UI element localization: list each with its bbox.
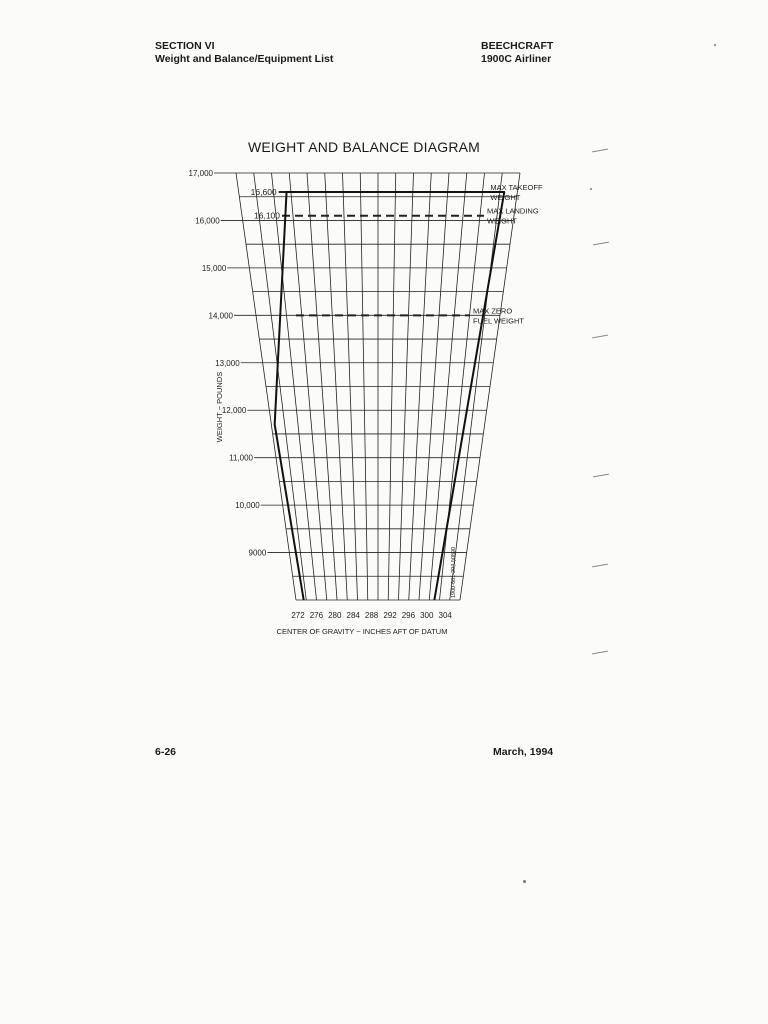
y-tick-label: 15,000	[201, 263, 227, 273]
y-tick-label: 16,000	[195, 216, 220, 226]
scan-speck	[590, 188, 592, 190]
scan-speck	[714, 44, 716, 46]
y-tick-label: 10,000	[235, 501, 260, 511]
y-tick-label: 11,000	[229, 453, 253, 463]
page-number: 6-26	[155, 746, 177, 758]
aircraft-model: 1900C Airliner	[481, 53, 552, 65]
x-tick-label: 280	[328, 611, 342, 620]
y-tick-label: 9000	[248, 548, 267, 558]
brand-name: BEECHCRAFT	[481, 40, 554, 52]
limit-line-label: FUEL WEIGHT	[473, 316, 524, 326]
x-tick-label: 292	[383, 611, 397, 620]
x-tick-label: 284	[346, 611, 360, 620]
chart-limit-lines	[251, 183, 543, 325]
chart-labels	[451, 547, 457, 598]
x-tick-label: 276	[309, 611, 324, 620]
y-tick-label: 12,000	[221, 406, 247, 416]
figure-id: 1900-601-20(U)0890	[451, 546, 457, 598]
section-title: Weight and Balance/Equipment List	[155, 53, 334, 65]
scan-speck	[523, 880, 526, 883]
x-axis-title: CENTER OF GRAVITY ~ INCHES AFT OF DATUM	[276, 627, 448, 636]
limit-value-label: 16,100	[254, 210, 280, 221]
y-axis-title: WEIGHT ~ POUNDS	[215, 371, 224, 443]
y-tick-label: 13,000	[215, 358, 240, 368]
limit-line-label: MAX ZERO	[473, 306, 513, 316]
chart-grid	[236, 173, 520, 600]
section-number: SECTION VI	[155, 40, 215, 52]
y-tick-label: 14,000	[208, 311, 233, 321]
limit-line-label: WEIGHT	[487, 216, 517, 226]
revision-date: March, 1994	[493, 746, 554, 758]
x-tick-label: 272	[291, 611, 305, 620]
limit-line-label: MAX TAKEOFF	[490, 182, 543, 192]
y-tick-label: 17,000	[188, 169, 213, 178]
chart-title: WEIGHT AND BALANCE DIAGRAM	[247, 139, 481, 155]
chart-axes	[189, 169, 453, 636]
x-tick-label: 296	[401, 611, 416, 620]
limit-line-label: MAX LANDING	[487, 206, 539, 216]
x-tick-label: 300	[420, 611, 434, 620]
x-tick-label: 304	[438, 611, 452, 620]
limit-value-label: 16,600	[250, 186, 277, 197]
limit-line-label: WEIGHT	[490, 192, 521, 202]
x-tick-label: 288	[364, 611, 379, 620]
